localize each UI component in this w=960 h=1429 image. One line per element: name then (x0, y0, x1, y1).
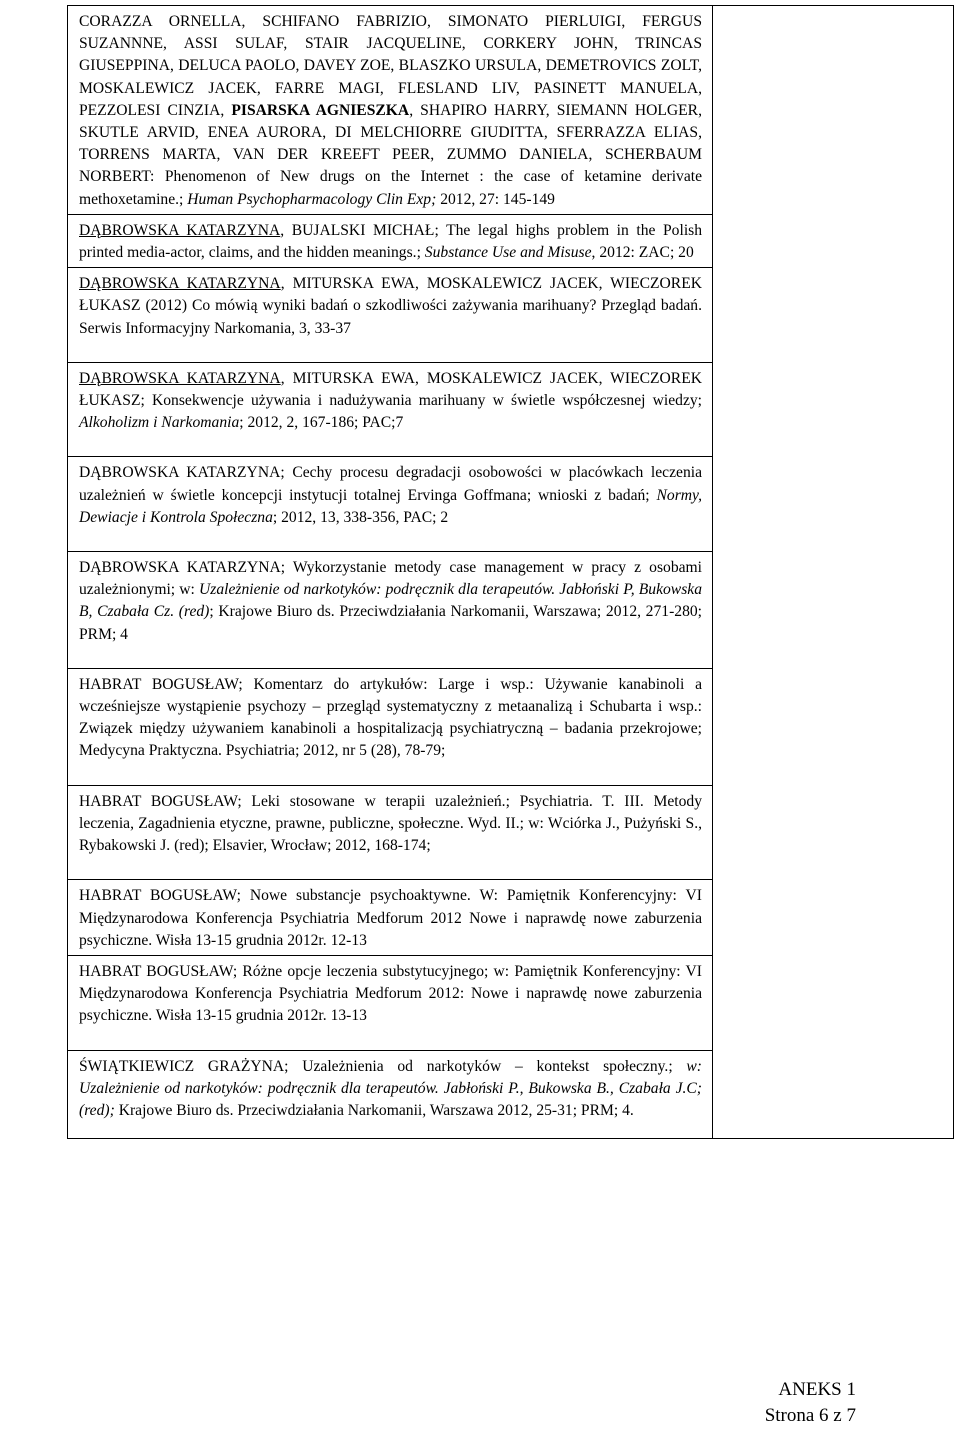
entry-author-underlined: DĄBROWSKA KATARZYNA (79, 275, 281, 293)
table-row (68, 6, 954, 215)
entry-book: Uzależnienie od narkotyków: podręcznik dla terapeutów. Jabłoński P, Bukowska B, Czabała Cz. (red) (79, 581, 702, 621)
publication-cell (68, 457, 713, 552)
publication-cell (68, 552, 713, 669)
publication-cell (68, 668, 713, 785)
side-column (713, 6, 954, 1139)
entry-text: DĄBROWSKA KATARZYNA; Cechy procesu degradacji osobowości w placówkach leczenia uzależnień w świetle koncepcji instytucji totalnej Ervinga Goffmana; wnioski z badań; (79, 464, 702, 504)
page-number: Strona 6 z 7 (764, 1405, 856, 1426)
publication-entry (68, 956, 712, 1050)
entry-details: 2012, 27: 145-149 (436, 190, 555, 208)
publication-entry (68, 880, 712, 955)
publication-entry (68, 552, 712, 668)
publication-entry (68, 1051, 712, 1139)
publication-entry (68, 363, 712, 457)
entry-text: , BUJALSKI MICHAŁ; The legal highs problem in the Polish printed media-actor, claims, and the hidden meanings.; (79, 221, 703, 262)
publication-entry (68, 6, 712, 214)
publication-entry (68, 215, 712, 267)
publication-cell (68, 955, 713, 1050)
entry-text: ŚWIĄTKIEWICZ GRAŻYNA; Uzależnienia od narkotyków – kontekst społeczny.; (79, 1057, 687, 1075)
entry-author-underlined: DĄBROWSKA KATARZYNA (79, 221, 281, 239)
entry-book: w: Uzależnienie od narkotyków: podręcznik dla terapeutów. Jabłoński P., Bukowska B., Czabała J.C;(red); (79, 1057, 702, 1119)
publication-cell (68, 1050, 713, 1139)
publication-cell (68, 880, 713, 956)
publication-entry (68, 669, 712, 785)
entry-details: ; 2012, 13, 338-356, PAC; 2 (272, 508, 449, 526)
entry-details: ; 2012, 2, 167-186; PAC;7 (239, 414, 404, 432)
publications-table (67, 5, 954, 1139)
publication-cell (68, 362, 713, 457)
entry-details: Krajowe Biuro ds. Przeciwdziałania Narkomanii, Warszawa 2012, 25-31; PRM; 4. (114, 1101, 634, 1119)
entry-title: Phenomenon of New drugs on the Internet : the case of ketamine derivate methoxetamine.; (79, 168, 702, 208)
publication-entry (68, 268, 712, 362)
entry-authors: CORAZZA ORNELLA, SCHIFANO FABRIZIO, SIMONATO PIERLUIGI, FERGUS SUZANNNE, ASSI SULAF, STAIR JACQUELINE, CORKERY JOHN, TRINCAS GIUSEPPINA, DELUCA PAOLO, DAVEY ZOE, BLASZKO URSULA, DEMETROVICS ZOLT, MOSKALEWICZ JACEK, FARRE MAGI, FLESLAND LIV, PASINETT MANUELA, PEZZOLESI CINZIA, (79, 13, 702, 119)
entry-text: HABRAT BOGUSŁAW; Leki stosowane w terapii uzależnień.; Psychiatria. T. III. Metody leczenia, Zagadnienia etyczne, prawne, publiczne, społeczne. Wyd. II.; w: Wciórka J., Pużyński S., Rybakowski J. (red); Elsavier, Wrocław; 2012, 168-174; (79, 792, 702, 855)
publication-entry (68, 786, 712, 880)
entry-text: DĄBROWSKA KATARZYNA; Wykorzystanie metody case management w pracy z osobami uzależnionymi; w: (79, 559, 702, 599)
entry-text: , MITURSKA EWA, MOSKALEWICZ JACEK, WIECZOREK ŁUKASZ (2012) Co mówią wyniki badań o szkodliwości zażywania marihuany? Przegląd badań. Serwis Informacyjny Narkomania, 3, 33-37 (79, 275, 702, 337)
entry-details: , 2012: ZAC; 20 (591, 244, 694, 262)
entry-text: , MITURSKA EWA, MOSKALEWICZ JACEK, WIECZOREK ŁUKASZ; Konsekwencje używania i nadużywania marihuany w świetle współczesnej wiedzy; (79, 369, 702, 410)
entry-journal: Alkoholizm i Narkomania (79, 414, 240, 432)
entry-text: HABRAT BOGUSŁAW; Nowe substancje psychoaktywne. W: Pamiętnik Konferencyjny: VI Międzynarodowa Konferencja Psychiatria Medforum 2012 Nowe i naprawdę nowe zaburzenia psychiczne. Wisła 13-15 grudnia 2012r. 12-13 (79, 887, 702, 949)
publication-cell (68, 785, 713, 880)
publication-cell (68, 214, 713, 267)
publication-cell (68, 268, 713, 363)
publication-cell (68, 6, 713, 215)
entry-journal: Normy, Dewiacje i Kontrola Społeczna (79, 486, 702, 526)
entry-details: ; Krajowe Biuro ds. Przeciwdziałania Narkomanii, Warszawa; 2012, 271-280; PRM; 4 (79, 603, 702, 643)
entry-author-highlight: PISARSKA AGNIESZKA (231, 101, 410, 119)
annex-label: ANEKS 1 (778, 1379, 856, 1400)
entry-text: HABRAT BOGUSŁAW; Różne opcje leczenia substytucyjnego; w: Pamiętnik Konferencyjny: VI Międzynarodowa Konferencja Psychiatria Medforum 2012: Nowe i naprawdę nowe zaburzenia psychiczne. Wisła 13-15 grudnia 2012r. 13-13 (79, 962, 702, 1025)
entry-text: HABRAT BOGUSŁAW; Komentarz do artykułów: Large i wsp.: Używanie kanabinoli a wcześniejsze wystąpienie psychozy – przegląd systematyczny z metaanalizą i Schubarta i wsp.: Związek między używaniem kanabinoli a hospitalizacją psychiatryczną – badania przekrojowe; Medycyna Praktyczna. Psychiatria; 2012, nr 5 (28), 78-79; (79, 675, 702, 760)
entry-author-underlined: DĄBROWSKA KATARZYNA (79, 369, 281, 387)
entry-authors-cont: , SHAPIRO HARRY, SIEMANN HOLGER, SKUTLE ARVID, ENEA AURORA, DI MELCHIORRE GIUDITTA, SFERRAZZA ELIAS, TORRENS MARTA, VAN DER KREEFT PEER, ZUMMO DANIELA, SCHERBAUM NORBERT: (79, 101, 702, 186)
publication-entry (68, 457, 712, 551)
entry-journal: Substance Use and Misuse (424, 244, 592, 262)
entry-journal: Human Psychopharmacology Clin Exp; (187, 190, 437, 208)
page-footer (765, 1377, 856, 1429)
